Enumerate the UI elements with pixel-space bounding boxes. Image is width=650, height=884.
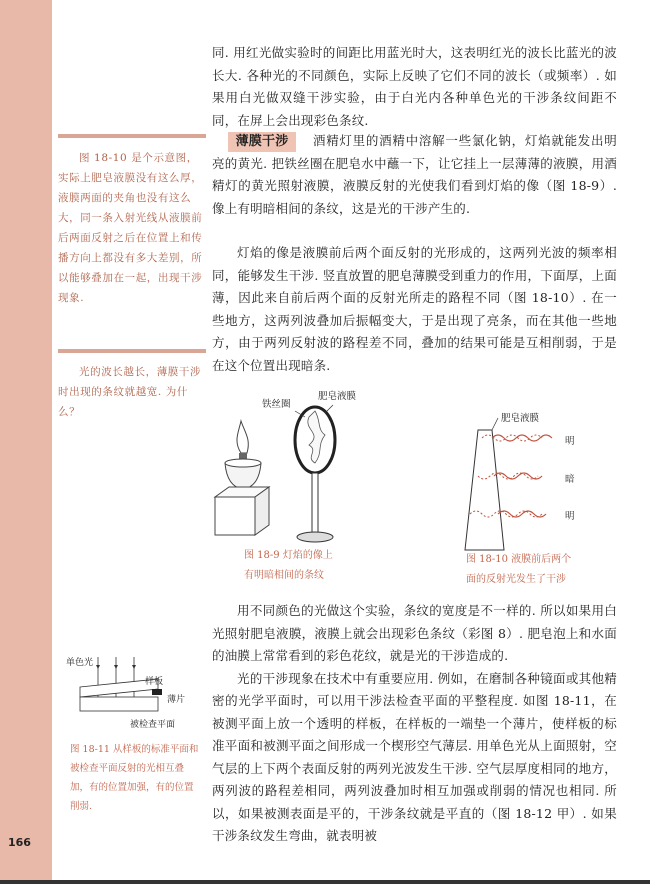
figure-18-10-illustration bbox=[460, 420, 580, 555]
figure-18-10-caption-2: 面的反射光发生了干涉 bbox=[466, 574, 566, 585]
label-shim: 薄片 bbox=[167, 695, 186, 705]
paragraph-5: 光的干涉现象在技术中有重要应用. 例如，在磨制各种镜面或其他精密的光学平面时，可以用干涉法检查平面的平整程度. 如图 18-11，在被测平面上放一个透明的样板，在样板的一端垫一个薄片，使样板的标准平面和被测平面之间形成一个楔形空气薄层. 用单色光从上面照射，空气层的上下两个表面反射的两列光波发生干涉. 空气层厚度相同的地方，两列波的路程差相同，两列波叠加时相互加强或削弱的情况也相同. 所以，如果被测表面是平的，干涉条纹就是平直的（图 18-12 甲）. 如果干涉条纹发生弯曲，就表明被 bbox=[212, 670, 617, 843]
label-soap-film-10: 肥皂液膜 bbox=[501, 413, 540, 424]
section-heading-thin-film: 薄膜干涉 bbox=[228, 132, 297, 152]
main-text-block-2 bbox=[212, 130, 617, 220]
figure-18-10-caption-1: 图 18-10 液膜前后两个 bbox=[466, 554, 572, 565]
label-dark: 暗 bbox=[565, 474, 575, 485]
label-soap-film: 肥皂液膜 bbox=[318, 391, 357, 402]
figure-18-9-caption-1: 图 18-9 灯焰的像上 bbox=[244, 550, 333, 561]
label-bright-2: 明 bbox=[565, 511, 575, 522]
label-template: 样板 bbox=[145, 677, 164, 687]
figure-18-9-caption-2: 有明暗相间的条纹 bbox=[244, 570, 324, 581]
label-wire-ring: 铁丝圈 bbox=[262, 399, 291, 410]
side-note-1-text: 图 18-10 是个示意图，实际上肥皂液膜没有这么厚，液膜两面的夹角也没有这么大，同一条入射光线从液膜前后两面反射之后在位置上和传播方向上都没有多大差别，所以能够叠加在一起，出现干涉现象. bbox=[58, 152, 203, 304]
page-number: 166 bbox=[8, 836, 31, 849]
main-text-block-1 bbox=[212, 42, 617, 132]
side-note-2 bbox=[58, 362, 206, 422]
figure-18-11-illustration bbox=[80, 655, 180, 725]
page-bottom-rule bbox=[0, 880, 650, 884]
side-note-1 bbox=[58, 148, 206, 308]
label-bright-1: 明 bbox=[565, 436, 575, 447]
note-divider-1 bbox=[58, 134, 206, 138]
paragraph-3: 灯焰的像是液膜前后两个面反射的光形成的，这两列光波的频率相同，能够发生干涉. 竖直放置的肥皂薄膜受到重力的作用，下面厚，上面薄，因此来自前后两个面的反射光所走的路程不同（图 18-10）. 在一些地方，这两列波叠加后振幅变大，于是出现了亮条，而在其他一些地方，由于两列反射波的路程差不同，叠加的结果可能是互相削弱，于是在这个位置出现暗条. bbox=[212, 245, 617, 373]
paragraph-1: 同. 用红光做实验时的间距比用蓝光时大，这表明红光的波长比蓝光的波长大. 各种光的不同颜色，实际上反映了它们不同的波长（或频率）. 如果用白光做双缝干涉实验，由于白光内各种单色光的干涉条纹间距不同，在屏上会出现彩色条纹. bbox=[212, 45, 617, 128]
main-text-block-3 bbox=[212, 242, 617, 377]
page-margin-strip bbox=[0, 0, 52, 884]
label-test-surface: 被检查平面 bbox=[130, 720, 176, 730]
figure-18-9-illustration bbox=[205, 395, 365, 555]
paragraph-2 bbox=[212, 130, 617, 220]
label-mono-light: 单色光 bbox=[66, 658, 94, 668]
paragraph-2-text: 酒精灯里的酒精中溶解一些氯化钠，灯焰就能发出明亮的黄光. 把铁丝圈在肥皂水中蘸一下，让它挂上一层薄薄的液膜，用酒精灯的黄光照射液膜，液膜反射的光使我们看到灯焰的像（图 18-9）. 像上有明暗相间的条纹，这是光的干涉产生的. bbox=[212, 133, 617, 216]
main-text-block-4 bbox=[212, 600, 617, 848]
paragraph-4: 用不同颜色的光做这个实验，条纹的宽度是不一样的. 所以如果用白光照射肥皂液膜，液膜上就会出现彩色条纹（彩图 8）. 肥皂泡上和水面的油膜上常常看到的彩色花纹，就是光的干涉造成的. bbox=[212, 603, 617, 663]
note-divider-2 bbox=[58, 349, 206, 353]
figure-18-11-caption: 图 18-11 从样板的标准平面和被检查平面反射的光相互叠加，有的位置加强，有的位置削弱. bbox=[70, 744, 199, 812]
side-note-2-text: 光的波长越长，薄膜干涉时出现的条纹就越宽. 为什么？ bbox=[58, 366, 202, 418]
